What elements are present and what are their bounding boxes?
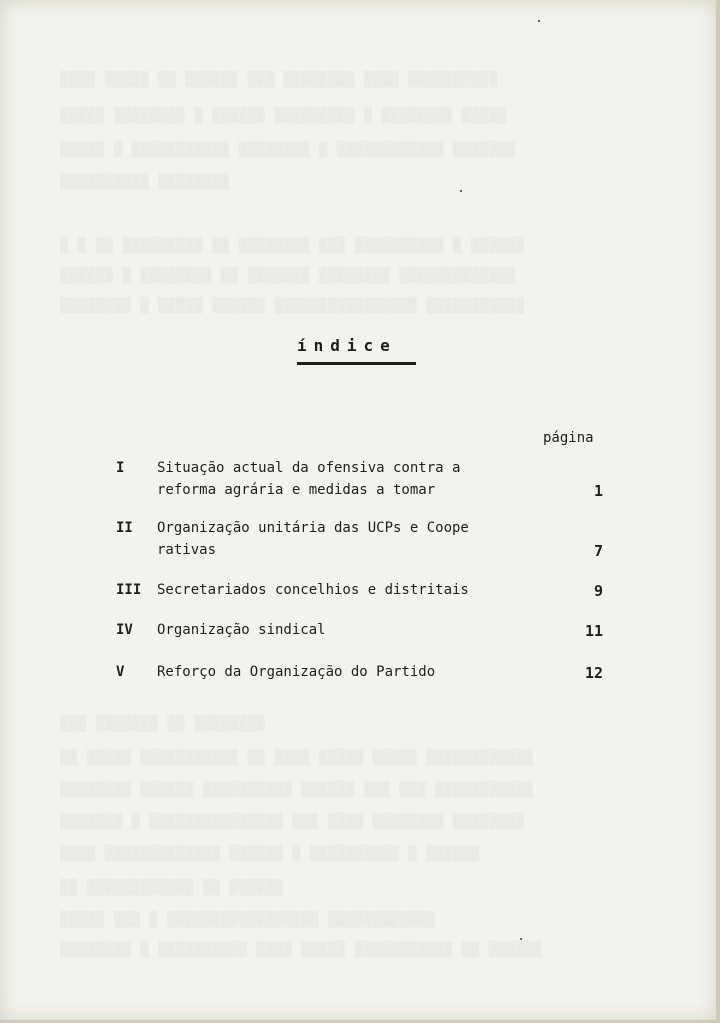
entry-numeral: I bbox=[116, 460, 125, 476]
bleed-through-decoration: ▒▒▒▒▒ ▒▒▒ ▒ ▒▒▒▒▒▒▒▒▒▒▒▒▒▒▒▒▒ ▒▒▒▒▒▒▒▒▒▒▒▒ bbox=[60, 912, 436, 928]
bleed-through-decoration: ▒▒▒ ▒▒▒▒▒▒▒ ▒▒ ▒▒▒▒▒▒▒▒ bbox=[60, 716, 266, 732]
bleed-through-decoration: ▒▒▒▒ ▒▒▒▒▒ ▒▒ ▒▒▒▒▒▒ ▒▒▒ ▒▒▒▒▒▒▒▒ ▒▒▒▒ ▒▒▒▒▒▒▒▒▒▒ bbox=[60, 72, 498, 88]
bleed-through-decoration: ▒▒▒▒▒▒▒ ▒ ▒▒▒▒▒▒▒▒▒▒▒▒▒▒▒ ▒▒▒ ▒▒▒▒ ▒▒▒▒▒▒▒▒ ▒▒▒▒▒▒▒▒ bbox=[60, 814, 525, 830]
entry-page-number: 11 bbox=[584, 622, 603, 640]
entry-title-line: Secretariados concelhios e distritais bbox=[157, 582, 469, 598]
paper-speck bbox=[460, 190, 462, 192]
bleed-through-decoration: ▒▒ ▒▒▒▒▒ ▒▒▒▒▒▒▒▒▒▒▒ ▒▒ ▒▒▒▒ ▒▒▒▒▒ ▒▒▒▒▒ ▒▒▒▒▒▒▒▒▒▒▒▒ bbox=[60, 750, 534, 766]
bleed-through-decoration: ▒ ▒ ▒▒ ▒▒▒▒▒▒▒▒▒ ▒▒ ▒▒▒▒▒▒▒▒ ▒▒▒ ▒▒▒▒▒▒▒▒▒▒ ▒ ▒▒▒▒▒▒ bbox=[60, 238, 525, 254]
bleed-through-decoration: ▒▒▒▒ ▒▒▒▒▒▒▒▒▒▒▒▒▒ ▒▒▒▒▒▒ ▒ ▒▒▒▒▒▒▒▒▒▒ ▒ ▒▒▒▒▒▒ bbox=[60, 846, 480, 862]
bleed-through-decoration: ▒▒▒▒▒ ▒▒▒▒▒▒▒▒ ▒ ▒▒▒▒▒▒ ▒▒▒▒▒▒▒▒▒ ▒ ▒▒▒▒▒▒▒▒ ▒▒▒▒▒ bbox=[60, 108, 507, 124]
entry-title-line: Organização sindical bbox=[157, 622, 326, 638]
page-column-label: página bbox=[543, 430, 594, 446]
entry-title-line: Organização unitária das UCPs e Coope bbox=[157, 520, 469, 536]
bleed-through-decoration: ▒▒▒▒▒▒▒▒▒▒ ▒▒▒▒▒▒▒▒ bbox=[60, 174, 230, 190]
entry-page-number: 7 bbox=[593, 542, 603, 560]
bleed-through-decoration: ▒▒▒▒▒▒▒▒ ▒▒▒▒▒▒ ▒▒▒▒▒▒▒▒▒▒ ▒▒▒▒▒▒ ▒▒▒ ▒▒▒ ▒▒▒▒▒▒▒▒▒▒▒ bbox=[60, 782, 534, 798]
paper-speck bbox=[538, 20, 540, 22]
bleed-through-decoration: ▒▒ ▒▒▒▒▒▒▒▒▒▒▒▒ ▒▒ ▒▒▒▒▒▒ bbox=[60, 880, 284, 896]
entry-page-number: 12 bbox=[584, 664, 603, 682]
bleed-through-decoration: ▒▒▒▒▒▒▒▒ ▒ ▒▒▒▒▒▒▒▒▒▒ ▒▒▒▒ ▒▒▒▒▒ ▒▒▒▒▒▒▒▒▒▒▒ ▒▒ ▒▒▒▒▒▒ bbox=[60, 942, 543, 958]
title-underline bbox=[297, 362, 416, 365]
page-title: índice bbox=[297, 336, 397, 355]
bleed-through-decoration: ▒▒▒▒▒▒▒▒ ▒ ▒▒▒▒▒ ▒▒▒▒▒▒ ▒▒▒▒▒▒▒▒▒▒▒▒▒▒▒▒ ▒▒▒▒▒▒▒▒▒▒▒ bbox=[60, 298, 525, 314]
entry-title-line: Reforço da Organização do Partido bbox=[157, 664, 436, 680]
entry-page-number: 9 bbox=[593, 582, 603, 600]
entry-title-line: reforma agrária e medidas a tomar bbox=[157, 482, 436, 498]
entry-page-number: 1 bbox=[593, 482, 603, 500]
entry-numeral: II bbox=[116, 520, 133, 536]
entry-numeral: III bbox=[116, 582, 142, 598]
entry-numeral: V bbox=[116, 664, 125, 680]
entry-title-line: Situação actual da ofensiva contra a bbox=[157, 460, 461, 476]
bleed-through-decoration: ▒▒▒▒▒▒ ▒ ▒▒▒▒▒▒▒▒ ▒▒ ▒▒▒▒▒▒▒ ▒▒▒▒▒▒▒▒ ▒▒▒▒▒▒▒▒▒▒▒▒▒ bbox=[60, 268, 516, 284]
paper-speck bbox=[520, 938, 522, 940]
entry-title-line: rativas bbox=[157, 542, 217, 558]
entry-numeral: IV bbox=[116, 622, 133, 638]
bleed-through-decoration: ▒▒▒▒▒ ▒ ▒▒▒▒▒▒▒▒▒▒▒ ▒▒▒▒▒▒▒▒ ▒ ▒▒▒▒▒▒▒▒▒▒▒▒ ▒▒▒▒▒▒▒ bbox=[60, 142, 516, 158]
